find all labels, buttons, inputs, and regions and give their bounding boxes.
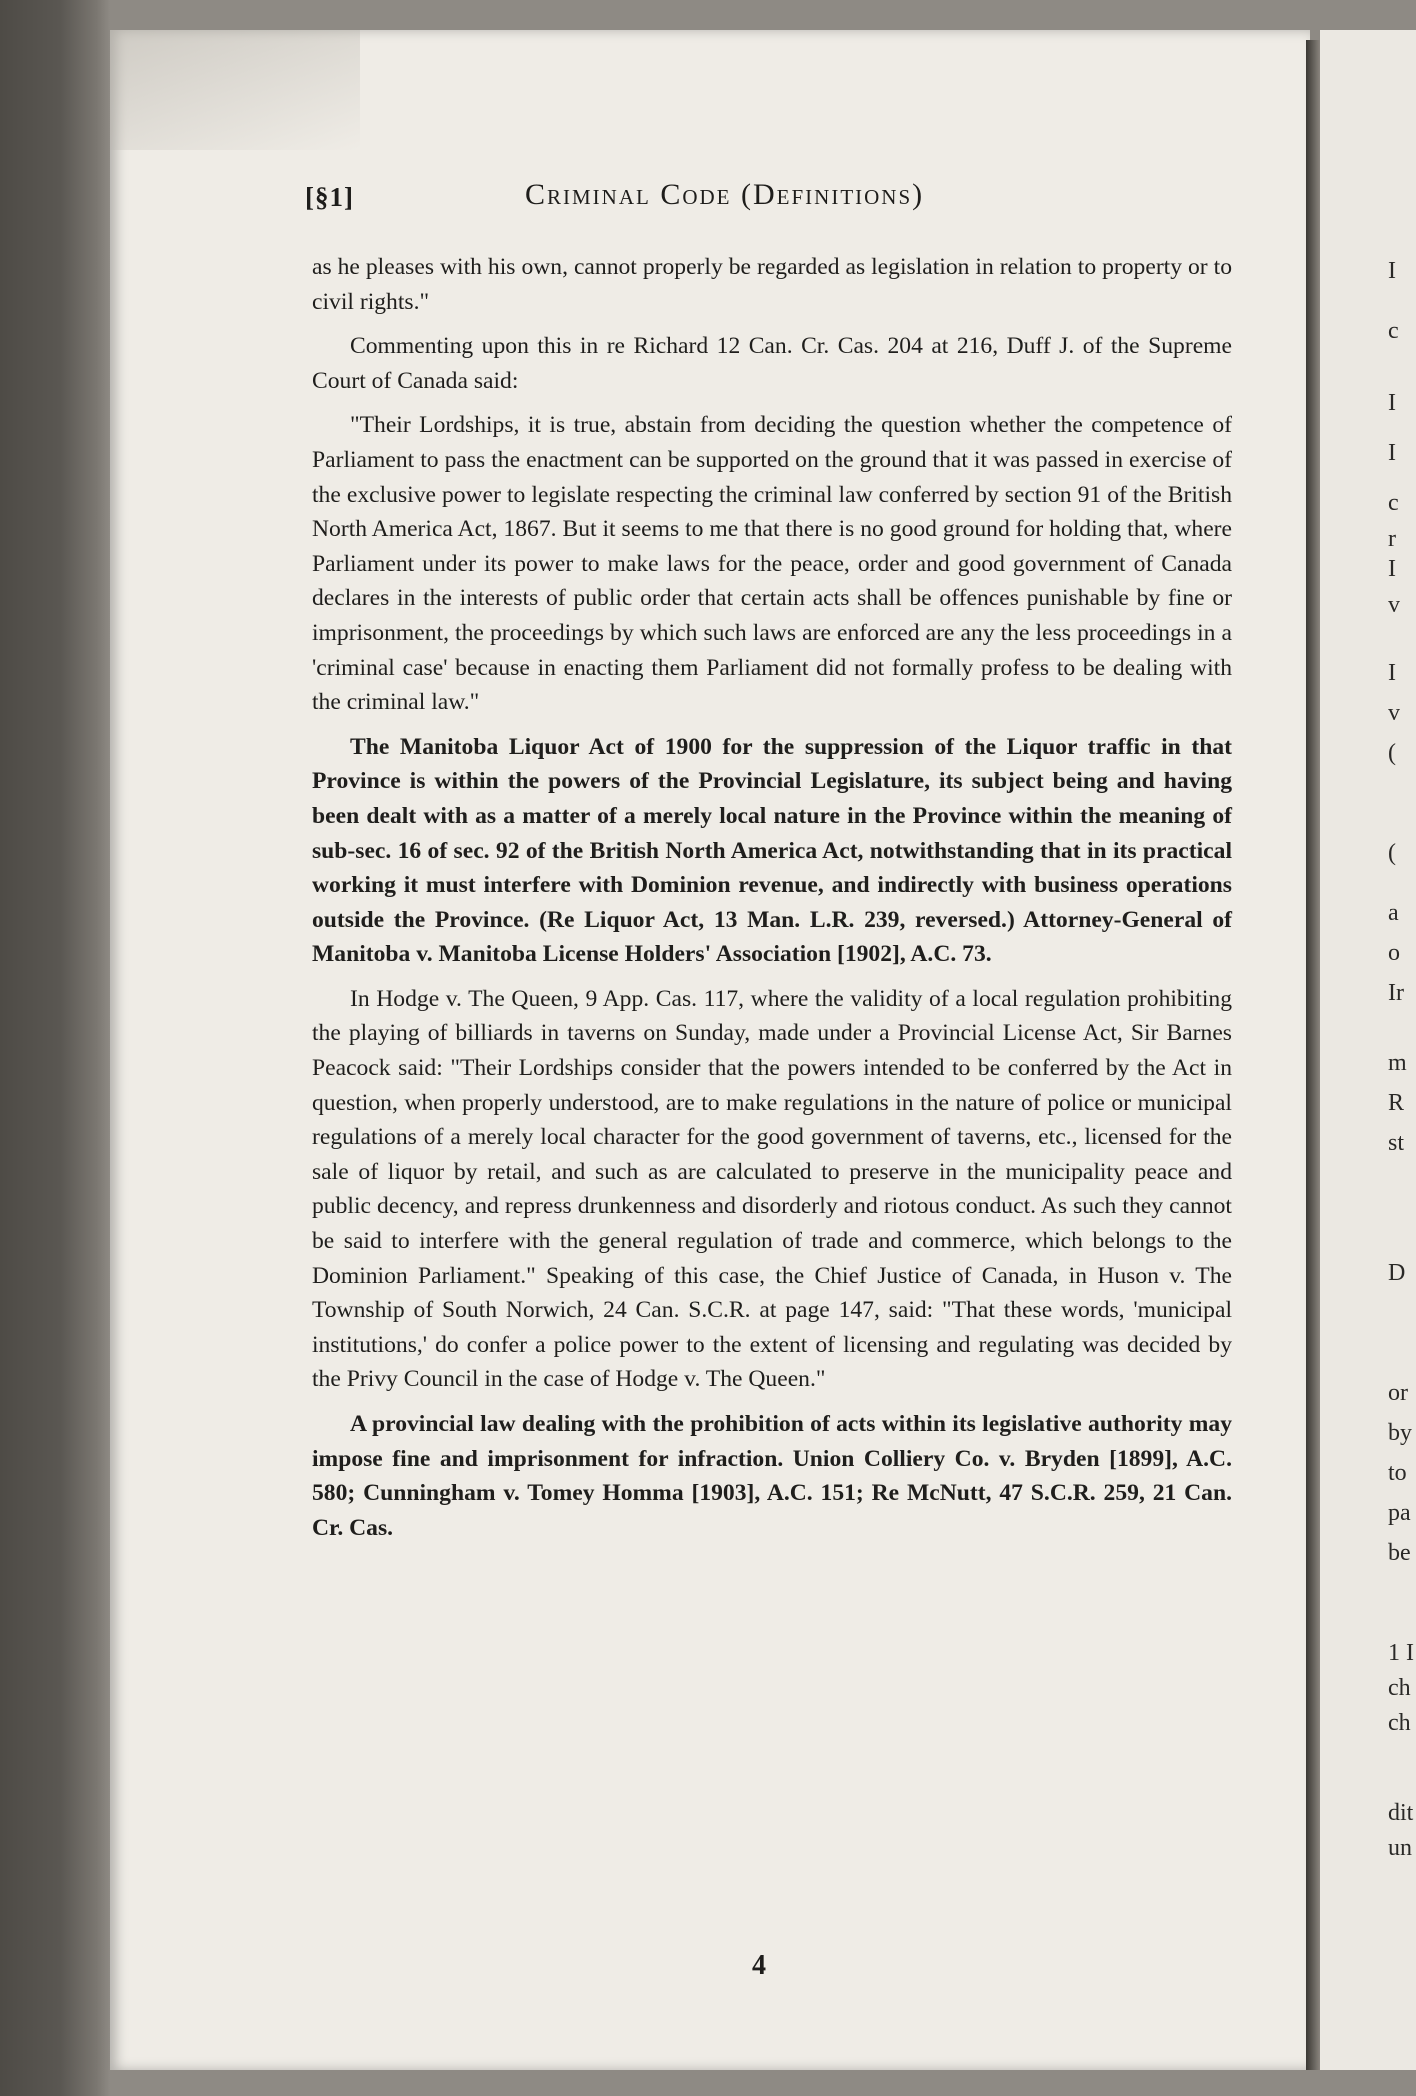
right-page-fragment: v [1388,700,1400,726]
right-page-fragment: dit [1388,1800,1414,1826]
right-page-fragment: a [1388,900,1399,926]
paragraph-6-provincial-law: A provincial law dealing with the prohibition of acts within its legislative authority may impose fine and imprisonment for infraction. Union Colliery Co. v. Bryden [1899], A.C. 580; Cunningham v. Tomey Homma [1903], A.C. 151; Re McNutt, 47 S.C.R. 259, 21 Can. Cr. Cas. [312,1411,1232,1541]
right-page-fragment: ch [1388,1710,1411,1736]
right-page-fragment: m [1388,1050,1407,1076]
right-page-fragment: I [1388,390,1396,416]
running-header [305,178,1225,228]
page-number: 4 [752,1950,766,1981]
right-page-fragment: c [1388,490,1399,516]
right-page-fragment: I [1388,258,1396,284]
right-page-fragment: R [1388,1090,1405,1116]
right-page-fragment: Ir [1388,980,1404,1006]
page-corner-fold [110,30,360,150]
paragraph-4-manitoba: The Manitoba Liquor Act of 1900 for the suppression of the Liquor traffic in that Province is within the powers of the Provincial Legislature, its subject being and having been dealt with as a matter of a merely local nature in the Province within the meaning of sub-sec. 16 of sec. 92 of the British North America Act, notwithstanding that in its practical working it must interfere with Dominion revenue, and indirectly with business operations outside the Province. (Re Liquor Act, 13 Man. L.R. 239, reversed.) Attorney-General of Manitoba v. Manitoba License Holders' Association [1902], A.C. 73. [312,733,1232,968]
right-page-fragment: I [1388,660,1396,686]
right-page-fragment: pa [1388,1500,1411,1526]
right-page-fragment: ( [1388,740,1396,766]
right-page-fragment: D [1388,1260,1406,1286]
right-page-fragment: be [1388,1540,1411,1566]
right-page-fragment: r [1388,526,1396,552]
right-page-fragment: un [1388,1835,1412,1861]
right-page-fragment: by [1388,1420,1412,1446]
right-page-fragment: or [1388,1380,1408,1406]
right-page-fragment: to [1388,1460,1407,1486]
right-page-fragment: o [1388,940,1400,966]
right-page-fragment: I [1388,440,1396,466]
page-body [312,250,1232,1555]
section-marker: [§1] [305,182,354,212]
right-page-fragment: I [1388,556,1396,582]
right-page-fragment: v [1388,592,1400,618]
right-page-fragment: st [1388,1130,1405,1156]
paragraph-1: as he pleases with his own, cannot properly be regarded as legislation in relation to property or to civil rights." [312,254,1232,315]
right-page-fragment: 1 I [1388,1640,1414,1666]
paragraph-3-quote: "Their Lordships, it is true, abstain from deciding the question whether the competence of Parliament to pass the enactment can be supported on the ground that it was passed in exercise of the exclusive power to legislate respecting the criminal law conferred by section 91 of the British North America Act, 1867. But it seems to me that there is no good ground for holding that, where Parliament under its power to make laws for the peace, order and good government of Canada declares in the interests of public order that certain acts shall be offences punishable by fine or imprisonment, the proceedings by which such laws are enforced are any the less proceedings in a 'criminal case' because in enacting them Parliament did not formally profess to be dealing with the criminal law." [312,412,1232,716]
right-page-fragment: c [1388,318,1399,344]
running-title: Criminal Code (Definitions) [525,178,925,211]
right-page-fragment: ch [1388,1675,1411,1701]
right-page-fragment: ( [1388,840,1396,866]
book-spine [1306,40,1320,2070]
paragraph-5-hodge: In Hodge v. The Queen, 9 App. Cas. 117, where the validity of a local regulation prohibiting the playing of billiards in taverns on Sunday, made under a Provincial License Act, Sir Barnes Peacock said: "Their Lordships consider that the powers intended to be conferred by the Act in question, when properly understood, are to make regulations in the nature of police or municipal regulations of a merely local character for the good government of taverns, etc., licensed for the sale of liquor by retail, and such as are calculated to preserve in the municipality peace and public decency, and repress drunkenness and disorderly and riotous conduct. As such they cannot be said to interfere with the general regulation of trade and commerce, which belongs to the Dominion Parliament." Speaking of this case, the Chief Justice of Canada, in Huson v. The Township of South Norwich, 24 Can. S.C.R. at page 147, said: "That these words, 'municipal institutions,' do confer a police power to the extent of licensing and regulating was decided by the Privy Council in the case of Hodge v. The Queen." [312,985,1232,1393]
paragraph-2: Commenting upon this in re Richard 12 Can. Cr. Cas. 204 at 216, Duff J. of the Supreme Court of Canada said: [312,333,1232,394]
